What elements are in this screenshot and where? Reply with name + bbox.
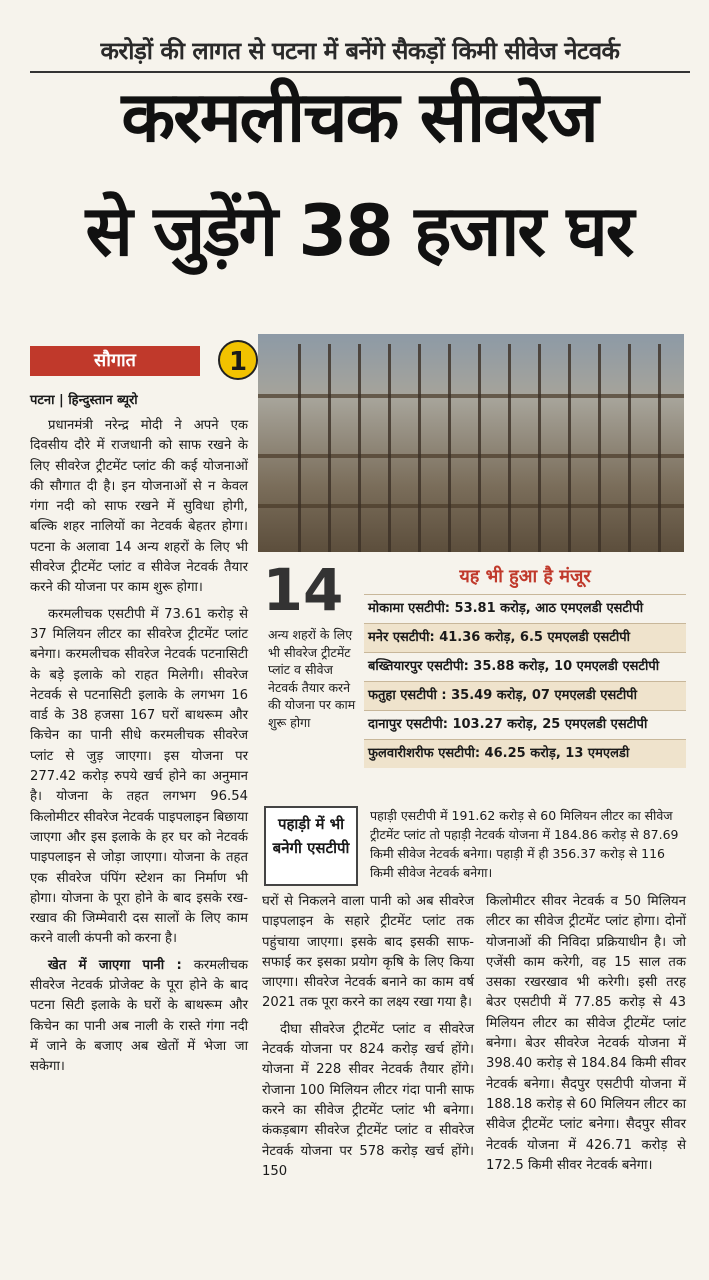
fact-text: अन्य शहरों के लिए भी सीवरेज ट्रीटमेंट प्लांट व सीवेज नेटवर्क तैयार करने की योजना पर काम शुरू होगा [268, 627, 356, 730]
paragraph: करमलीचक एसटीपी में 73.61 करोड़ से 37 मिलियन लीटर का सीवरेज ट्रीटमेंट प्लांट बनेगा। करमलीचक सीवरेज नेटवर्क पटनासिटी के बड़े इलाके को राहत मिलेगी। सीवरेज नेटवर्क से पटनासिटी इलाके के लगभग 16 वार्ड के 38 हजसा 167 घरों बाथरूम और किचेन का पानी सीधे करमलीचक सीवरेज प्लांट से जुड़ जाएगा। इस योजना पर 277.42 करोड़ रुपये खर्च होने का अनुमान है। योजना के तहत लगभग 96.54 किलोमीटर सीवरेज नेटवर्क पाइपलाइन बिछाया जाएगा और इस इलाके के हर घर को नेटवर्क पाइपलाइन से जोड़ा जाएगा। योजना के तहत एक सीवरेज पंपिंग स्टेशन का निर्माण भी होगा। योजना के पूरा होने के बाद इसके रख-रखाव की जिम्मेवारी दस सालों के लिए काम करने वाली कंपनी को करना है। [30, 606, 248, 947]
paragraph: घरों से निकलने वाला पानी को अब सीवरेज पाइपलाइन के सहारे ट्रीटमेंट प्लांट तक पहुंचाया जाएगा। इसके बाद इसकी साफ-सफाई कर इसका प्रयोग कृषि के लिए किया जाएगा। सीवरेज नेटवर्क बनाने का काम वर्ष 2021 तक पूरा करने का लक्ष्य रखा गया है। [262, 894, 474, 1011]
main-headline-line2: से जुड़ेंगे 38 हजार घर [85, 190, 633, 272]
approved-projects-box [364, 560, 686, 768]
byline: पटना | हिन्दुस्तान ब्यूरो [30, 393, 138, 408]
article-column-2 [262, 892, 474, 1188]
approved-row: फतुहा एसटीपी : 35.49 करोड़, 07 एमएलडी एसटीपी [364, 681, 686, 710]
paragraph: दीघा सीवरेज ट्रीटमेंट प्लांट व सीवरेज नेटवर्क योजना पर 824 करोड़ खर्च होंगे। योजना में 228 सीवर नेटवर्क तैयार होंगे। रोजाना 100 मिलियन लीटर गंदा पानी साफ करने का सीवेज ट्रीटमेंट प्लांट भी बनेगा। कंकड़बाग सीवरेज ट्रीटमेंट प्लांट व सीवरेज नेटवर्क योजना पर 578 करोड़ खर्च होंगे। 150 [262, 1021, 474, 1179]
construction-photo [258, 334, 684, 552]
paragraph: किलोमीटर सीवर नेटवर्क व 50 मिलियन लीटर का सीवेज ट्रीटमेंट प्लांट होगा। दोनों योजनाओं की निविदा प्रक्रियाधीन है। जो एजेंसी काम करेगी, वह 15 साल तक उसका रखरखाव भी करेगी। इसी तरह बेउर एसटीपी में 77.85 करोड़ से 43 मिलियन लीटर का सीवेज ट्रीटमेंट प्लांट बनेगा। बेउर सीवरेज नेटवर्क योजना में 398.40 करोड़ से 184.84 किमी सीवर नेटवर्क बनेगा। सैदपुर एसटीपी योजना में 188.18 करोड़ से 60 मिलियन लीटर का सीवेज ट्रीटमेंट प्लांट बनेगा। सैदपुर सीवर नेटवर्क योजना में 426.71 करोड़ से 172.5 किमी सीवर नेटवर्क बनेगा। [486, 894, 686, 1173]
kicker-headline: करोड़ों की लागत से पटना में बनेंगे सैकड़ों किमी सीवेज नेटवर्क [30, 34, 690, 73]
approved-row: फुलवारीशरीफ एसटीपी: 46.25 करोड़, 13 एमएलडी [364, 739, 686, 768]
paragraph-text: करमलीचक सीवरेज नेटवर्क प्रोजेक्ट के पूरा होने के बाद पटना सिटी इलाके के घरों के बाथरूम और किचेन का पानी अब नाली के रास्ते गंगा नदी में जाने के बजाए अब खेतों में भेजा जा सकेगा। [30, 957, 248, 1075]
approved-row: मोकामा एसटीपी: 53.81 करोड़, आठ एमएलडी एसटीपी [364, 594, 686, 623]
approved-title: यह भी हुआ है मंजूर [459, 566, 591, 587]
main-headline-line1: करमलीचक सीवरेज [121, 76, 597, 158]
article-column-1 [30, 416, 248, 1084]
approved-row: दानापुर एसटीपी: 103.27 करोड़, 25 एमएलडी एसटीपी [364, 710, 686, 739]
paragraph: प्रधानमंत्री नरेन्द्र मोदी ने अपने एक दिवसीय दौरे में राजधानी को साफ रखने के लिए सीवरेज ट्रीटमेंट प्लांट की कई योजनाओं की सौगात दी है। इन योजनाओं से न केवल गंगा नदी को साफ रखने में सुविधा होगी, बल्कि शहर नालियों का नेटवर्क बेहतर होगा। पटना के अलावा 14 अन्य शहरों के लिए भी सीवरेज ट्रीटमेंट प्लांट व सीवेज नेटवर्क तैयार करने की योजना पर काम शुरू होगा। [30, 418, 248, 596]
pahadi-label-box: पहाड़ी में भी बनेगी एसटीपी [264, 806, 358, 886]
fact-number: 14 [262, 556, 344, 624]
tag-label: सौगात [30, 346, 200, 376]
article-column-3 [486, 892, 686, 1182]
tag-number-badge: 1 [218, 340, 258, 380]
section-tag [30, 340, 248, 380]
approved-row: बख्तियारपुर एसटीपी: 35.88 करोड़, 10 एमएलडी एसटीपी [364, 652, 686, 681]
approved-row: मनेर एसटीपी: 41.36 करोड़, 6.5 एमएलडी एसटीपी [364, 623, 686, 652]
paragraph [30, 956, 248, 1078]
subhead: खेत में जाएगा पानी : [48, 957, 182, 973]
pahadi-text: पहाड़ी एसटीपी में 191.62 करोड़ से 60 मिलियन लीटर का सीवेज ट्रीटमेंट प्लांट तो पहाड़ी नेटवर्क योजना में 184.86 करोड़ से 87.69 किमी सीवेज नेटवर्क बनेगा। पहाड़ी में ही 356.37 करोड़ से 116 किमी सीवेज नेटवर्क बनेगा। [370, 808, 679, 880]
